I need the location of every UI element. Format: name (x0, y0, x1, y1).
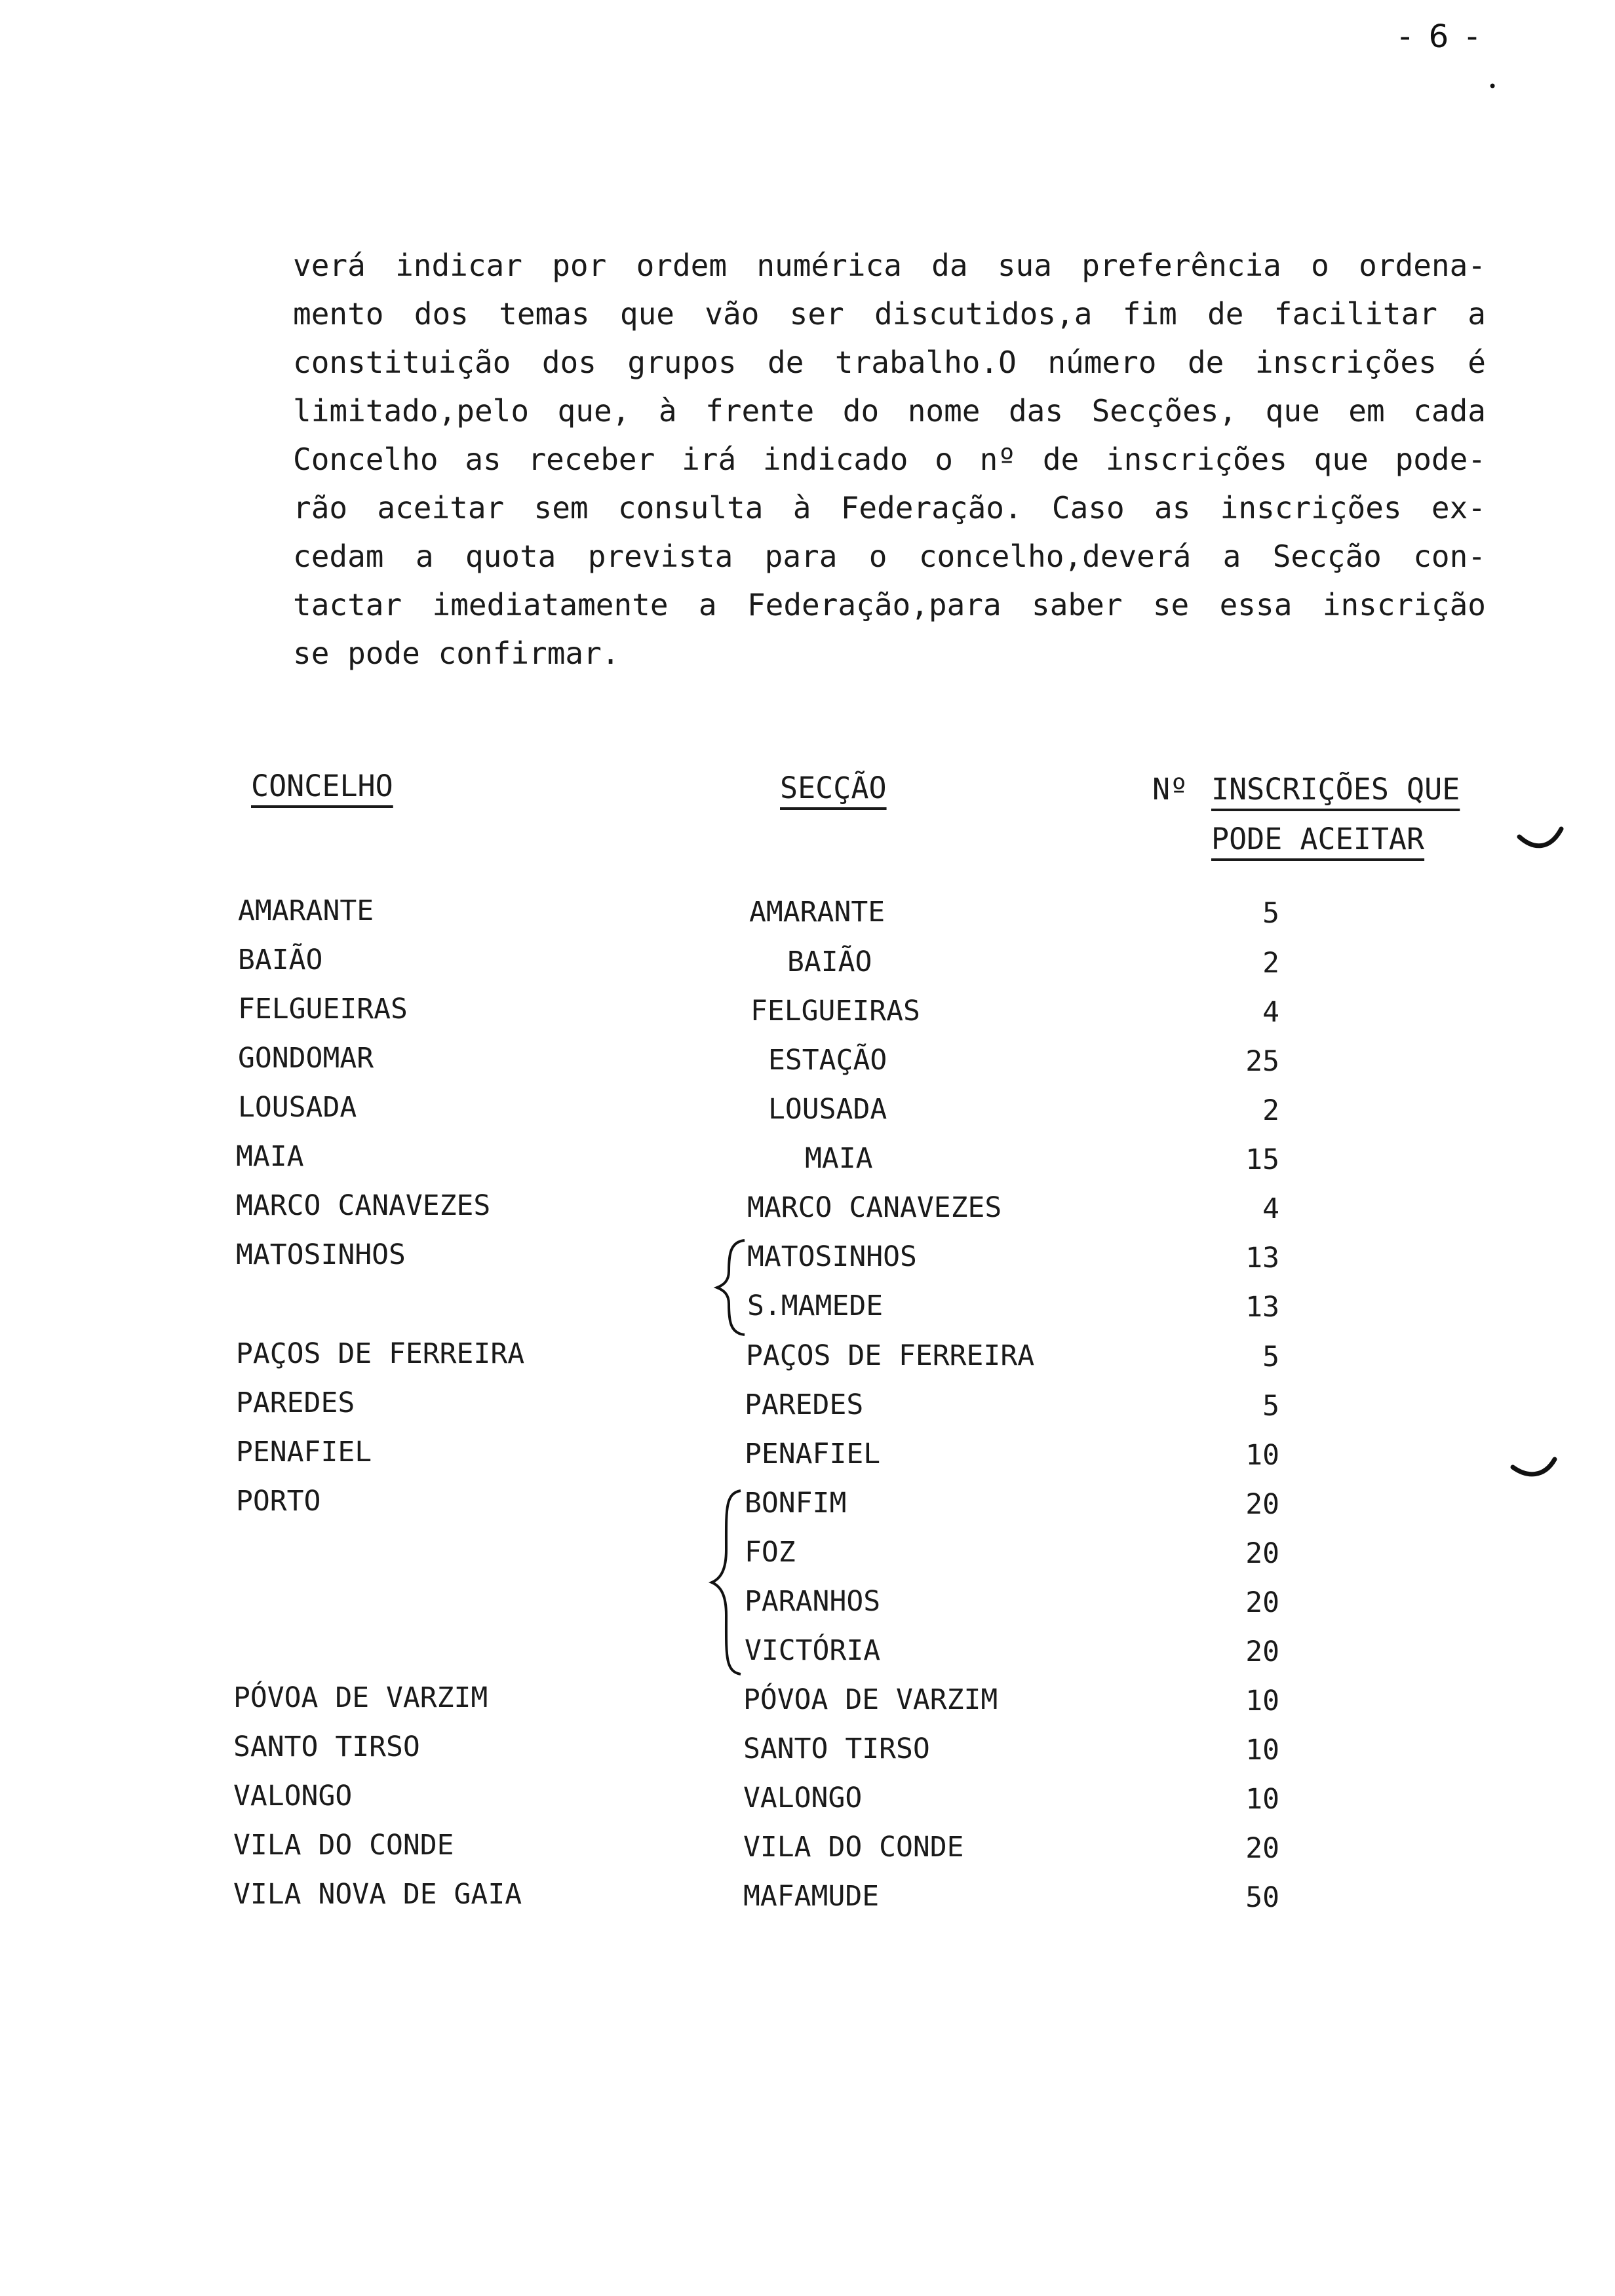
n-cell: 15 (1245, 1143, 1279, 1176)
paragraph-line: mento dos temas que vão ser discutidos,a fim de facilitar a (293, 296, 1486, 332)
concelho-cell: PAREDES (236, 1387, 355, 1419)
seccao-cell: PAÇOS DE FERREIRA (746, 1339, 1035, 1372)
concelho-cell: SANTO TIRSO (233, 1731, 420, 1763)
concelho-cell: MAIA (236, 1140, 304, 1173)
header-concelho: CONCELHO (251, 769, 393, 803)
concelho-cell: VILA NOVA DE GAIA (233, 1878, 522, 1911)
seccao-cell: BAIÃO (787, 946, 872, 978)
n-cell: 20 (1245, 1832, 1279, 1865)
seccao-cell: MAIA (805, 1142, 873, 1175)
concelho-cell: MATOSINHOS (236, 1238, 406, 1271)
n-cell: 13 (1245, 1291, 1279, 1324)
n-cell: 50 (1245, 1881, 1279, 1914)
paragraph-line: Concelho as receber irá indicado o nº de inscrições que pode- (293, 442, 1486, 477)
concelho-cell: LOUSADA (238, 1091, 357, 1124)
paragraph-line: tactar imediatamente a Federação,para saber se essa inscrição (293, 587, 1486, 622)
n-cell: 10 (1245, 1439, 1279, 1472)
n-cell: 5 (1262, 897, 1279, 930)
n-cell: 2 (1262, 1094, 1279, 1127)
seccao-cell: VICTÓRIA (745, 1634, 881, 1667)
paragraph-line: constituição dos grupos de trabalho.O número de inscrições é (293, 345, 1486, 380)
page-number-mark: - 6 - (1399, 18, 1482, 55)
concelho-cell: MARCO CANAVEZES (236, 1189, 491, 1222)
seccao-cell: MARCO CANAVEZES (747, 1191, 1002, 1224)
n-cell: 10 (1245, 1783, 1279, 1816)
header-seccao: SECÇÃO (780, 771, 887, 805)
concelho-cell: VALONGO (233, 1780, 353, 1812)
n-cell: 5 (1262, 1341, 1279, 1373)
paragraph-line: limitado,pelo que, à frente do nome das Secções, que em cada (293, 393, 1486, 429)
seccao-cell: BONFIM (745, 1487, 847, 1520)
margin-arc-mark (1514, 822, 1566, 862)
seccao-cell: PENAFIEL (745, 1438, 881, 1470)
n-cell: 10 (1245, 1734, 1279, 1767)
seccao-cell: FELGUEIRAS (750, 995, 920, 1027)
concelho-cell: GONDOMAR (238, 1042, 374, 1075)
seccao-cell: MAFAMUDE (743, 1880, 880, 1913)
header-inscricoes-line1: INSCRIÇÕES QUE (1211, 772, 1460, 807)
header-inscricoes-line2: PODE ACEITAR (1211, 822, 1425, 856)
seccao-cell: PARANHOS (745, 1585, 881, 1618)
seccao-cell: S.MAMEDE (747, 1290, 884, 1322)
concelho-cell: PAÇOS DE FERREIRA (236, 1337, 525, 1370)
matosinhos-brace (713, 1235, 752, 1340)
margin-arc-mark (1508, 1451, 1560, 1491)
seccao-cell: ESTAÇÃO (768, 1044, 887, 1077)
concelho-cell: VILA DO CONDE (233, 1829, 454, 1862)
paragraph-line: cedam a quota prevista para o concelho,deverá a Secção con- (293, 539, 1486, 574)
header-n-prefix: Nº (1152, 772, 1188, 807)
concelho-cell: AMARANTE (238, 894, 374, 927)
seccao-cell: MATOSINHOS (747, 1240, 917, 1273)
concelho-cell: PENAFIEL (236, 1436, 372, 1468)
concelho-cell: FELGUEIRAS (238, 993, 408, 1025)
seccao-cell: LOUSADA (768, 1093, 887, 1126)
seccao-cell: VILA DO CONDE (743, 1831, 964, 1864)
seccao-cell: VALONGO (743, 1782, 863, 1814)
seccao-cell: FOZ (745, 1536, 796, 1569)
n-cell: 20 (1245, 1586, 1279, 1619)
concelho-cell: BAIÃO (238, 944, 323, 976)
seccao-cell: AMARANTE (749, 896, 885, 928)
n-cell: 20 (1245, 1537, 1279, 1570)
seccao-cell: SANTO TIRSO (743, 1732, 930, 1765)
seccao-cell: PÓVOA DE VARZIM (743, 1683, 998, 1716)
n-cell: 25 (1245, 1045, 1279, 1078)
porto-brace (707, 1484, 746, 1681)
concelho-cell: PORTO (236, 1485, 321, 1518)
n-cell: 20 (1245, 1636, 1279, 1668)
n-cell: 13 (1245, 1242, 1279, 1274)
n-cell: 2 (1262, 947, 1279, 980)
stray-mark: • (1488, 77, 1498, 96)
n-cell: 5 (1262, 1390, 1279, 1423)
paragraph-line: se pode confirmar. (293, 636, 620, 671)
n-cell: 10 (1245, 1685, 1279, 1717)
n-cell: 4 (1262, 1193, 1279, 1225)
seccao-cell: PAREDES (745, 1388, 864, 1421)
paragraph-line: rão aceitar sem consulta à Federação. Caso as inscrições ex- (293, 490, 1486, 526)
n-cell: 4 (1262, 996, 1279, 1029)
paragraph-line: verá indicar por ordem numérica da sua preferência o ordena- (293, 248, 1486, 283)
n-cell: 20 (1245, 1488, 1279, 1521)
concelho-cell: PÓVOA DE VARZIM (233, 1681, 488, 1714)
